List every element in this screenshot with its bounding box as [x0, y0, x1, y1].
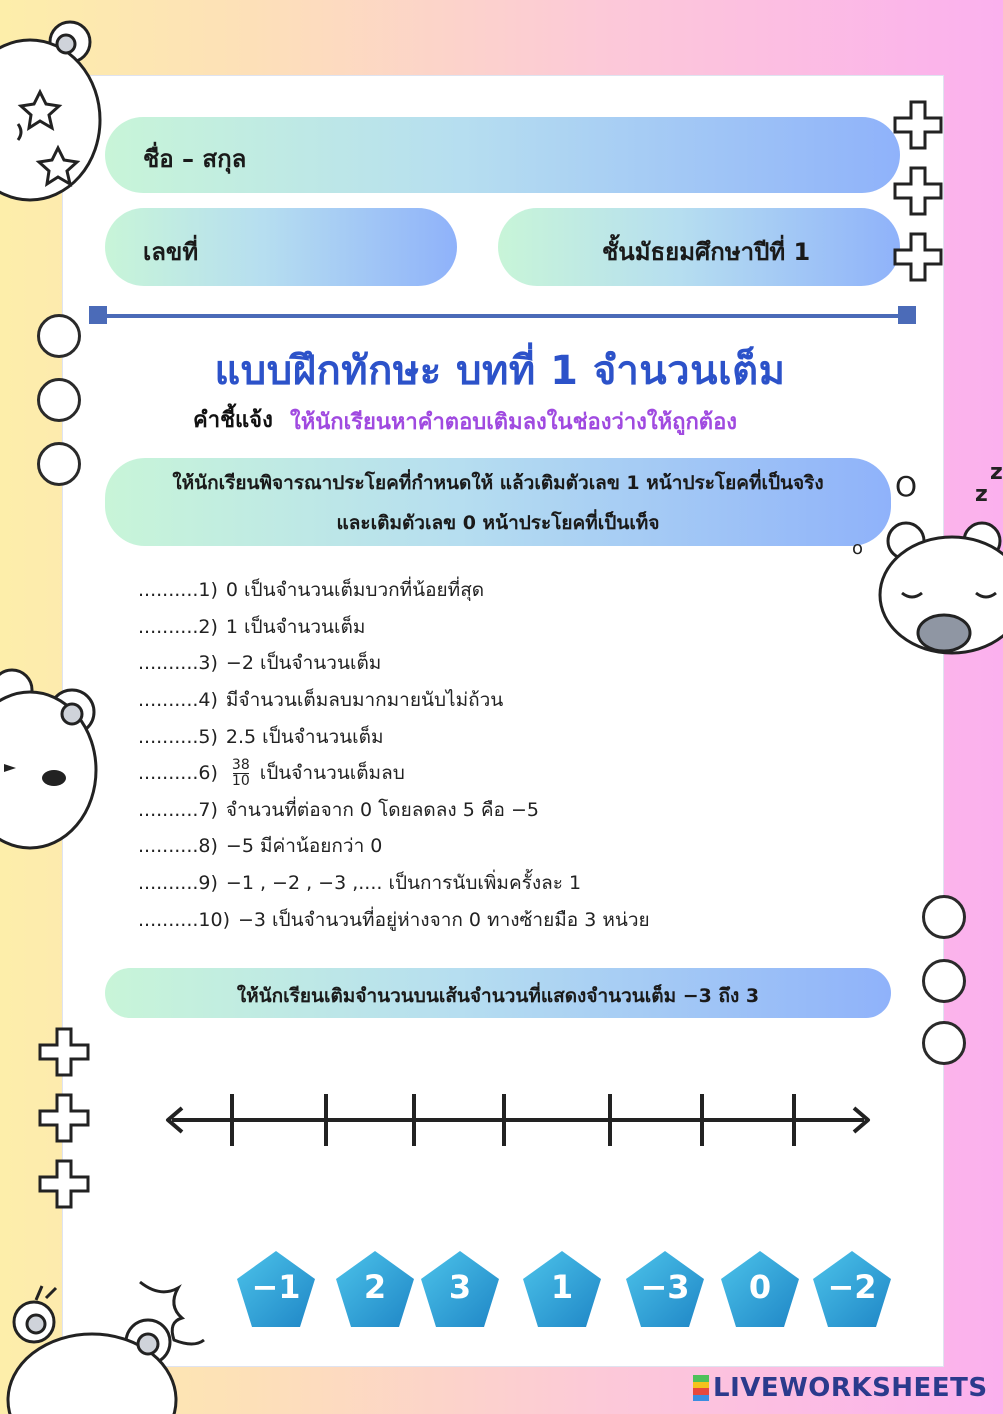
plus-decoration	[893, 98, 945, 288]
answer-tile-label: −1	[251, 1268, 301, 1306]
answer-tile[interactable]	[418, 1248, 502, 1330]
statement-text: 0 เป็นจำนวนเต็มบวกที่น้อยที่สุด	[225, 579, 485, 602]
statement-text: −5 มีค่าน้อยกว่า 0	[225, 835, 383, 858]
statement-text: −2 เป็นจำนวนเต็ม	[225, 652, 382, 675]
statement-item	[138, 572, 650, 609]
statement-item	[138, 865, 650, 902]
answer-blank[interactable]: ..........7)	[138, 798, 218, 821]
answer-tile[interactable]	[520, 1248, 604, 1330]
answer-tile-label: −2	[827, 1268, 877, 1306]
binder-hole	[922, 959, 966, 1003]
fraction	[232, 758, 250, 789]
bear-sticker-top-left	[0, 10, 120, 210]
answer-blank[interactable]: ..........10)	[138, 908, 230, 931]
statement-item	[138, 755, 650, 792]
fraction-denominator: 10	[231, 772, 250, 789]
statement-text: −1 , −2 , −3 ,.... เป็นการนับเพิ่มครั้งละ 1	[225, 872, 582, 895]
answer-blank[interactable]: ..........3)	[138, 652, 218, 675]
answer-tile-label: 1	[550, 1268, 574, 1306]
bear-sticker-bottom-left	[0, 1280, 220, 1414]
answer-tile-label: −3	[640, 1268, 690, 1306]
answer-blank[interactable]: ..........2)	[138, 615, 218, 638]
grade-label: ชั้นมัธยมศึกษาปีที่ 1	[602, 238, 811, 266]
number-field[interactable]	[105, 208, 457, 286]
section1-banner	[105, 458, 891, 546]
brand-logo	[693, 1373, 988, 1403]
section2-banner	[105, 968, 891, 1018]
answer-blank[interactable]: ..........9)	[138, 872, 218, 895]
sleep-z-icon: O	[895, 470, 918, 503]
name-label: ชื่อ – สกุล	[143, 145, 247, 173]
binder-hole	[37, 442, 81, 486]
statement-list	[138, 572, 650, 938]
answer-blank[interactable]: ..........5)	[138, 725, 218, 748]
divider-cap	[89, 306, 107, 324]
divider-line	[97, 314, 907, 318]
brand-name: LIVEWORKSHEETS	[713, 1373, 988, 1403]
answer-blank[interactable]: ..........6)	[138, 762, 218, 785]
sleep-z-icon: z	[975, 482, 988, 507]
answer-blank[interactable]: ..........4)	[138, 689, 218, 712]
statement-text: 2.5 เป็นจำนวนเต็ม	[225, 725, 384, 748]
sleep-z-icon: z	[990, 460, 1003, 485]
binder-hole	[922, 1021, 966, 1065]
statement-item	[138, 828, 650, 865]
statement-item	[138, 645, 650, 682]
number-label: เลขที่	[143, 238, 199, 266]
section1-line2: และเติมตัวเลข 0 หน้าประโยคที่เป็นเท็จ	[336, 512, 660, 534]
answer-tile[interactable]	[718, 1248, 802, 1330]
statement-text: มีจำนวนเต็มลบมากมายนับไม่ถ้วน	[225, 689, 504, 712]
answer-tile[interactable]	[333, 1248, 417, 1330]
answer-blank[interactable]: ..........1)	[138, 579, 218, 602]
statement-text: −3 เป็นจำนวนที่อยู่ห่างจาก 0 ทางซ้ายมือ 3 หน่วย	[238, 908, 650, 931]
divider-cap	[898, 306, 916, 324]
plus-decoration-left	[38, 1025, 92, 1215]
answer-tile-label: 0	[748, 1268, 772, 1306]
brand-mark-icon	[693, 1375, 709, 1401]
section1-line1: ให้นักเรียนพิจารณาประโยคที่กำหนดให้ แล้วเติมตัวเลข 1 หน้าประโยคที่เป็นจริง	[172, 472, 824, 494]
answer-tile[interactable]	[810, 1248, 894, 1330]
statement-item	[138, 718, 650, 755]
answer-tile-label: 3	[448, 1268, 472, 1306]
bear-sticker-left	[0, 660, 114, 860]
bear-sticker-sleeping	[872, 515, 1000, 655]
sleep-z-icon: o	[852, 538, 864, 559]
section2-text: ให้นักเรียนเติมจำนวนบนเส้นจำนวนที่แสดงจำนวนเต็ม −3 ถึง 3	[236, 985, 760, 1007]
binder-hole	[922, 895, 966, 939]
number-line	[160, 1090, 880, 1150]
answer-blank[interactable]: ..........8)	[138, 835, 218, 858]
fraction-numerator: 38	[231, 756, 250, 773]
statement-item	[138, 609, 650, 646]
statement-item	[138, 792, 650, 829]
statement-text: จำนวนที่ต่อจาก 0 โดยลดลง 5 คือ −5	[225, 798, 540, 821]
name-field[interactable]	[105, 117, 900, 193]
worksheet-title: แบบฝึกทักษะ บทที่ 1 จำนวนเต็ม	[214, 348, 786, 394]
instruction-label: คำชี้แจ้ง	[193, 408, 273, 433]
statement-text: 1 เป็นจำนวนเต็ม	[225, 615, 366, 638]
statement-item	[138, 682, 650, 719]
statement-item	[138, 901, 650, 938]
instruction-text: ให้นักเรียนหาคำตอบเติมลงในช่องว่างให้ถูกต้อง	[290, 410, 738, 435]
grade-field[interactable]	[498, 208, 900, 286]
answer-tile[interactable]	[623, 1248, 707, 1330]
answer-tile-label: 2	[363, 1268, 387, 1306]
answer-tile[interactable]	[234, 1248, 318, 1330]
statement-text: เป็นจำนวนเต็มลบ	[259, 762, 405, 785]
